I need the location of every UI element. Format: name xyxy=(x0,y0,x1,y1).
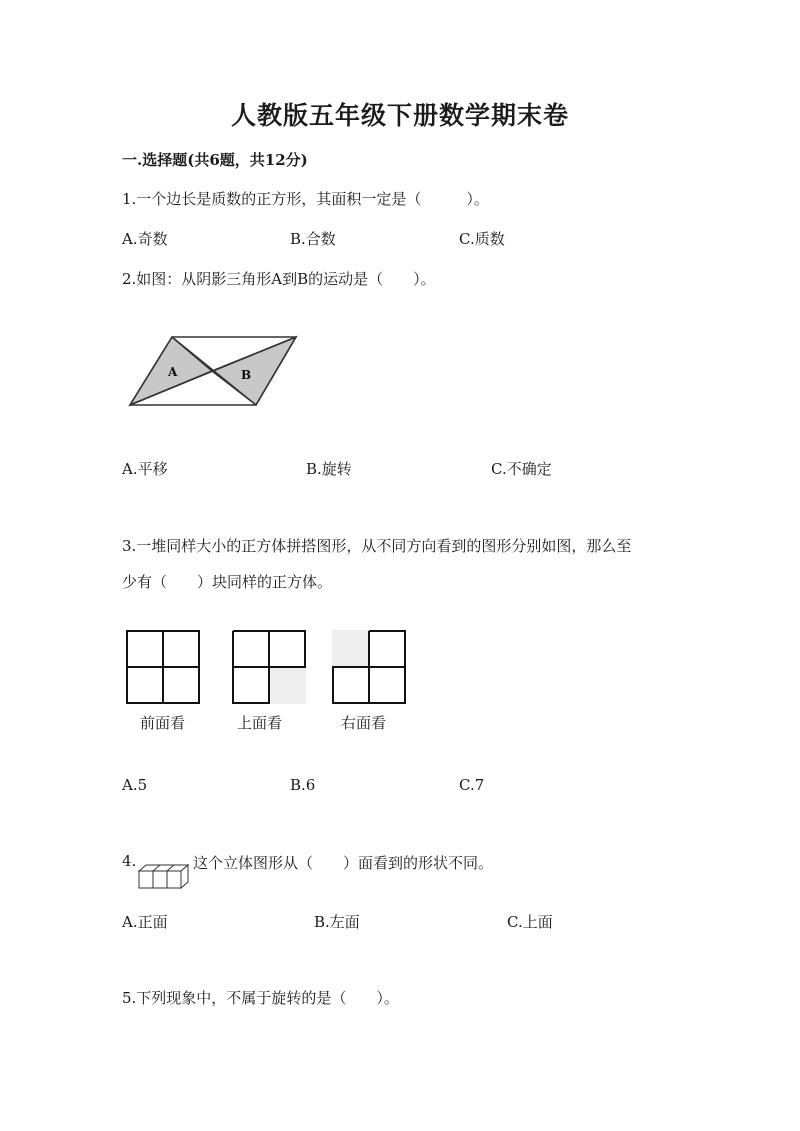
question-2-option-c[interactable]: C.不确定 xyxy=(491,460,552,478)
question-3-text-line1: 3.一堆同样大小的正方体拼搭图形，从不同方向看到的图形分别如图，那么至 xyxy=(122,537,632,555)
question-1-option-a[interactable]: A.奇数 xyxy=(122,230,168,248)
question-5-text: 5.下列现象中，不属于旋转的是（ ）。 xyxy=(122,989,399,1007)
top-view-grid xyxy=(232,630,308,706)
question-4-number: 4. xyxy=(122,852,137,870)
question-3-option-a[interactable]: A.5 xyxy=(122,776,148,794)
question-2-option-b[interactable]: B.旋转 xyxy=(306,460,352,478)
label-b: B xyxy=(241,368,252,382)
label-a: A xyxy=(168,365,178,379)
question-3-option-b[interactable]: B.6 xyxy=(290,776,316,794)
question-4-text: 这个立体图形从（ ）面看到的形状不同。 xyxy=(193,854,494,872)
question-1-option-c[interactable]: C.质数 xyxy=(459,230,505,248)
front-view-label: 前面看 xyxy=(140,714,186,732)
question-4-option-c[interactable]: C.上面 xyxy=(507,913,553,931)
three-cubes-figure xyxy=(137,862,191,890)
right-view-grid xyxy=(332,630,408,706)
question-3-option-c[interactable]: C.7 xyxy=(459,776,485,794)
question-2-option-a[interactable]: A.平移 xyxy=(122,460,168,478)
front-view-grid xyxy=(126,630,200,704)
right-view-label: 右面看 xyxy=(341,714,387,732)
question-2-text: 2.如图：从阴影三角形A到B的运动是（ ）。 xyxy=(122,270,436,288)
question-1-text: 1.一个边长是质数的正方形，其面积一定是（ ）。 xyxy=(122,190,489,208)
page-title: 人教版五年级下册数学期末卷 xyxy=(230,101,569,130)
question-4-option-b[interactable]: B.左面 xyxy=(314,913,360,931)
section-heading: 一.选择题(共6题，共12分) xyxy=(122,151,308,169)
parallelogram-figure xyxy=(128,334,300,410)
question-4-option-a[interactable]: A.正面 xyxy=(122,913,168,931)
triangle-b xyxy=(212,337,296,405)
question-1-option-b[interactable]: B.合数 xyxy=(290,230,336,248)
question-3-text-line2: 少有（ ）块同样的正方体。 xyxy=(122,573,333,591)
top-view-label: 上面看 xyxy=(237,714,283,732)
